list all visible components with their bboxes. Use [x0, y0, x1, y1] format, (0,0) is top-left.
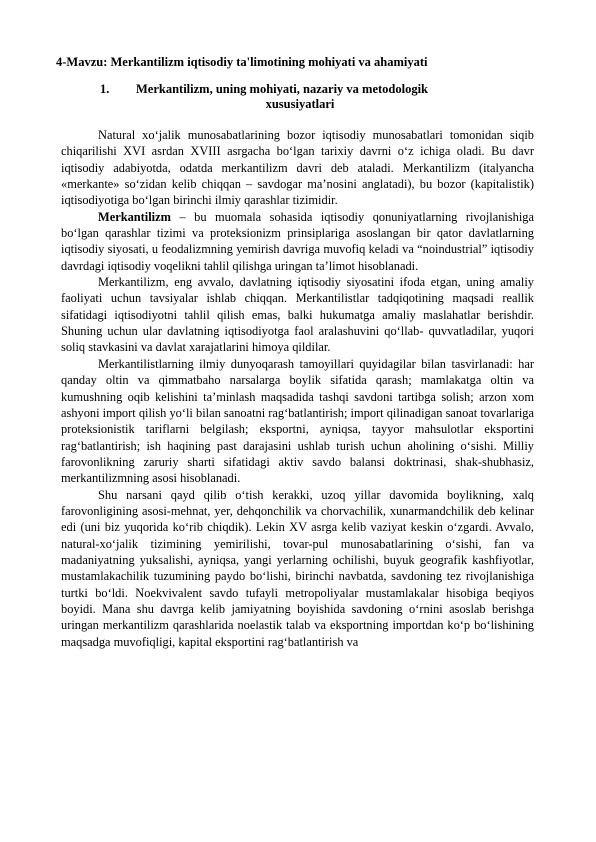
paragraph-text: Natural xo‘jalik munosabatlarining bozor iqtisodiy munosabatlari tomonidan siqib chiqarilishi XVI asrdan XVIII asrgacha bo‘lgan tarixiy davrni o‘z ichiga oladi. Bu davr iqtisodiy adabiyotda, odatda merkantilizm davri deb ataladi. Merkantilizm (italyancha «merkante» so‘zidan kelib chiqqan – savdogar ma’nosini anglatadi), bu bozor (kapitalistik) iqtisodiyotiga bo‘lgan birinchi ilmiy qarashlar tizimidir. [61, 128, 534, 208]
section-number: 1. [100, 82, 110, 96]
section-heading-line-2: xususiyatlari [265, 97, 335, 111]
paragraph-text: Merkantilizm, eng avvalo, davlatning iqtisodiy siyosatini ifoda etgan, uning amaliy faoliyati uchun tavsiyalar ishlab chiqqan. Merkantilistlar tadqiqotining maqsadi reallik sifatidagi iqtisodiyotni tahlil qilish emas, balki hukumatga amaliy maslahatlar berishdir. Shuning uchun ular davlatning iqtisodiyotga faol aralashuvini qo‘llab- quvvatladilar, yuqori soliq stavkasini va davlat xarajatlarini himoya qildilar. [61, 275, 534, 355]
term-bold: Merkantilizm [98, 209, 171, 224]
paragraph-text: – bu muomala sohasida iqtisodiy qonuniyatlarning rivojlanishiga bo‘lgan qarashlar tizimi va proteksionizm prinsiplariga asoslangan bir qator davlatlarning iqtisodiy siyosati, u feodalizmning yemirish davriga muvofiq keladi va “noindustrial” iqtisodiy davrdagi iqtisodiy voqelikni tahlil qilishga uringan ta’limot hisoblanadi. [61, 209, 534, 273]
paragraph-text: Shu narsani qayd qilib o‘tish kerakki, uzoq yillar davomida boylikning, xalq farovonligining asosi-mehnat, yer, dehqonchilik va chorvachilik, xunarmandchilik deb kelinar edi (uni biz yuqorida ko‘rib chiqdik). Lekin XV asrga kelib vaziyat keskin o‘zgardi. Avvalo, natural-xo‘jalik tizimining yemirilishi, tovar-pul munosabatlarining o‘sishi, fan va madaniyatning yuksalishi, ayniqsa, yangi yerlarning ochilishi, buyuk geografik kashfiyotlar, mustamlakachilik tuzumining paydo bo‘lishi, birinchi navbatda, savdoning tez rivojlanishiga turtki bo‘ldi. Noekvivalent savdo tufayli metropoliyalar mustamlakalar hisobiga beqiyos boyidi. Mana shu davrga kelib jamiyatning boyishida savdoning o‘rnini asoslab berishga uringan merkantilizm qarashlarida noelastik talab va eksportning importdan ko‘p bo‘lishining maqsadga muvofiqligi, kapital eksportini rag‘batlantirish va [61, 487, 534, 649]
paragraph-4 [61, 356, 534, 487]
document-body [61, 127, 534, 650]
page-title: 4-Mavzu: Merkantilizm iqtisodiy ta'limotining mohiyati va ahamiyati [56, 55, 428, 69]
paragraph-text: Merkantilistlarning ilmiy dunyoqarash tamoyillari quyidagilar bilan tasvirlanadi: har qanday oltin va qimmatbaho narsalarga boylik sifatida qarash; mamlakatga oltin va kumushning oqib kelishini ta’minlash maqsadida tashqi savdoni tartibga solish; arzon xom ashyoni import qilish yo‘li bilan sanoatni rag‘batlantirish; import qilinadigan sanoat tovarlariga proteksionistik tariflarni belgilash; eksportni, ayniqsa, tayyor mahsulotlar eksportini rag‘batlantirish; ish haqining past darajasini ushlab turish uchun aholining o‘sishi. Milliy farovonlikning zaruriy sharti sifatidagi aktiv savdo balansi doktrinasi, shak-shubhasiz, merkantilizmning asosi hisoblanadi. [61, 356, 534, 486]
paragraph-5 [61, 487, 534, 650]
paragraph-1 [61, 127, 534, 209]
paragraph-3 [61, 274, 534, 356]
paragraph-2 [61, 209, 534, 274]
section-heading-line-1: Merkantilizm, uning mohiyati, nazariy va metodologik [136, 82, 429, 96]
